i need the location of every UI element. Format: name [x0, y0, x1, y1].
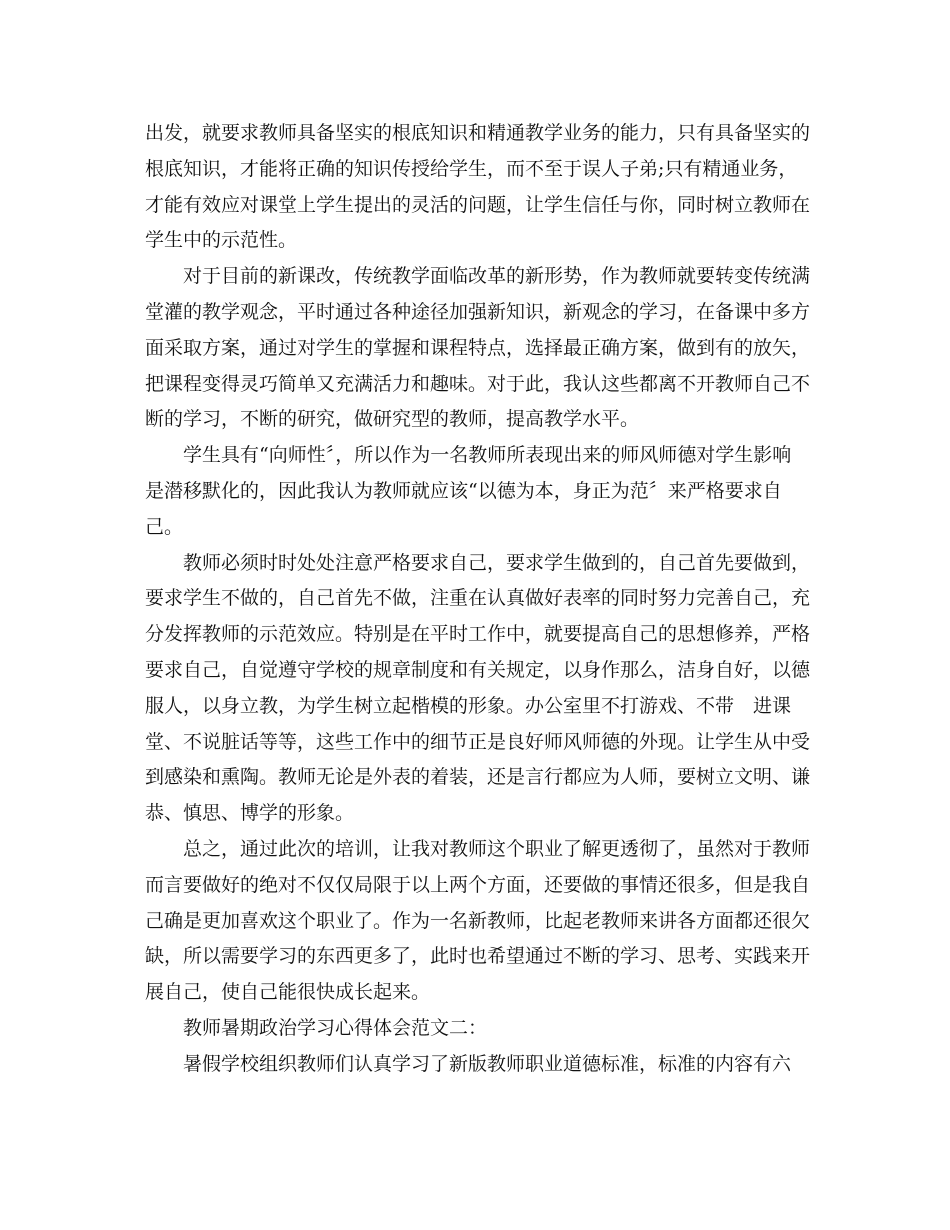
- paragraph: [145, 1047, 810, 1083]
- text-line: 对于目前的新课改，传统教学面临改革的新形势，作为教师就要转变传统满: [145, 265, 811, 288]
- text-line: 堂、不说脏话等等，这些工作中的细节正是良好师风师德的外现。让学生从中受: [145, 730, 811, 753]
- text-line: 教师暑期政治学习心得体会范文二：: [145, 1016, 488, 1039]
- paragraph: [145, 546, 810, 832]
- text-line: 才能有效应对课堂上学生提出的灵活的问题，让学生信任与你，同时树立教师在: [145, 193, 811, 216]
- paragraph: [145, 259, 810, 438]
- text-line: 出发，就要求教师具备坚实的根底知识和精通教学业务的能力，只有具备坚实的: [145, 122, 811, 144]
- text-line: 教师必须时时处处注意严格要求自己，要求学生做到的，自己首先要做到，: [145, 551, 811, 574]
- document-body: [145, 116, 810, 1083]
- text-line: 服人，以身立教，为学生树立起楷模的形象。办公室里不打游戏、不带 进课: [145, 694, 792, 717]
- text-line: 要求自己，自觉遵守学校的规章制度和有关规定，以身作那么，洁身自好，以德: [145, 658, 811, 681]
- text-line: 根底知识，才能将正确的知识传授给学生，而不至于误人子弟;只有精通业务，: [145, 157, 798, 180]
- text-line: 总之，通过此次的培训，让我对教师这个职业了解更透彻了，虽然对于教师: [145, 837, 811, 860]
- text-line: 要求学生不做的，自己首先不做，注重在认真做好表率的同时努力完善自己，充: [145, 587, 811, 610]
- paragraph: [145, 832, 810, 1011]
- paragraph: [145, 116, 810, 259]
- section-heading: [145, 1011, 810, 1047]
- text-line: 断的学习，不断的研究，做研究型的教师，提高教学水平。: [145, 408, 640, 431]
- text-line: 面采取方案，通过对学生的掌握和课程特点，选择最正确方案，做到有的放矢，: [145, 336, 811, 359]
- text-line: 分发挥教师的示范效应。特别是在平时工作中，就要提高自己的思想修养，严格: [145, 623, 811, 646]
- paragraph: [145, 438, 810, 545]
- text-line: 堂灌的教学观念，平时通过各种途径加强新知识，新观念的学习，在备课中多方: [145, 300, 811, 323]
- text-line: 展自己，使自己能很快成长起来。: [145, 981, 431, 1004]
- text-line: 己。: [145, 515, 184, 538]
- text-line: 而言要做好的绝对不仅仅局限于以上两个方面，还要做的事情还很多，但是我自: [145, 873, 811, 896]
- text-line: 己确是更加喜欢这个职业了。作为一名新教师，比起老教师来讲各方面都还很欠: [145, 909, 811, 932]
- text-line: 学生具有“向师性〞，所以作为一名教师所表现出来的师风师德对学生影响: [145, 444, 792, 467]
- text-line: 是潜移默化的，因此我认为教师就应该“以德为本，身正为范〞来严格要求自: [145, 479, 782, 502]
- text-line: 暑假学校组织教师们认真学习了新版教师职业道德标准，标准的内容有六: [145, 1052, 792, 1075]
- text-line: 到感染和熏陶。教师无论是外表的着装，还是言行都应为人师，要树立文明、谦: [145, 766, 811, 789]
- text-line: 恭、慎思、博学的形象。: [145, 802, 355, 825]
- text-line: 缺，所以需要学习的东西更多了，此时也希望通过不断的学习、思考、实践来开: [145, 945, 811, 968]
- text-line: 把课程变得灵巧简单又充满活力和趣味。对于此，我认这些都离不开教师自己不: [145, 372, 811, 395]
- text-line: 学生中的示范性。: [145, 229, 298, 252]
